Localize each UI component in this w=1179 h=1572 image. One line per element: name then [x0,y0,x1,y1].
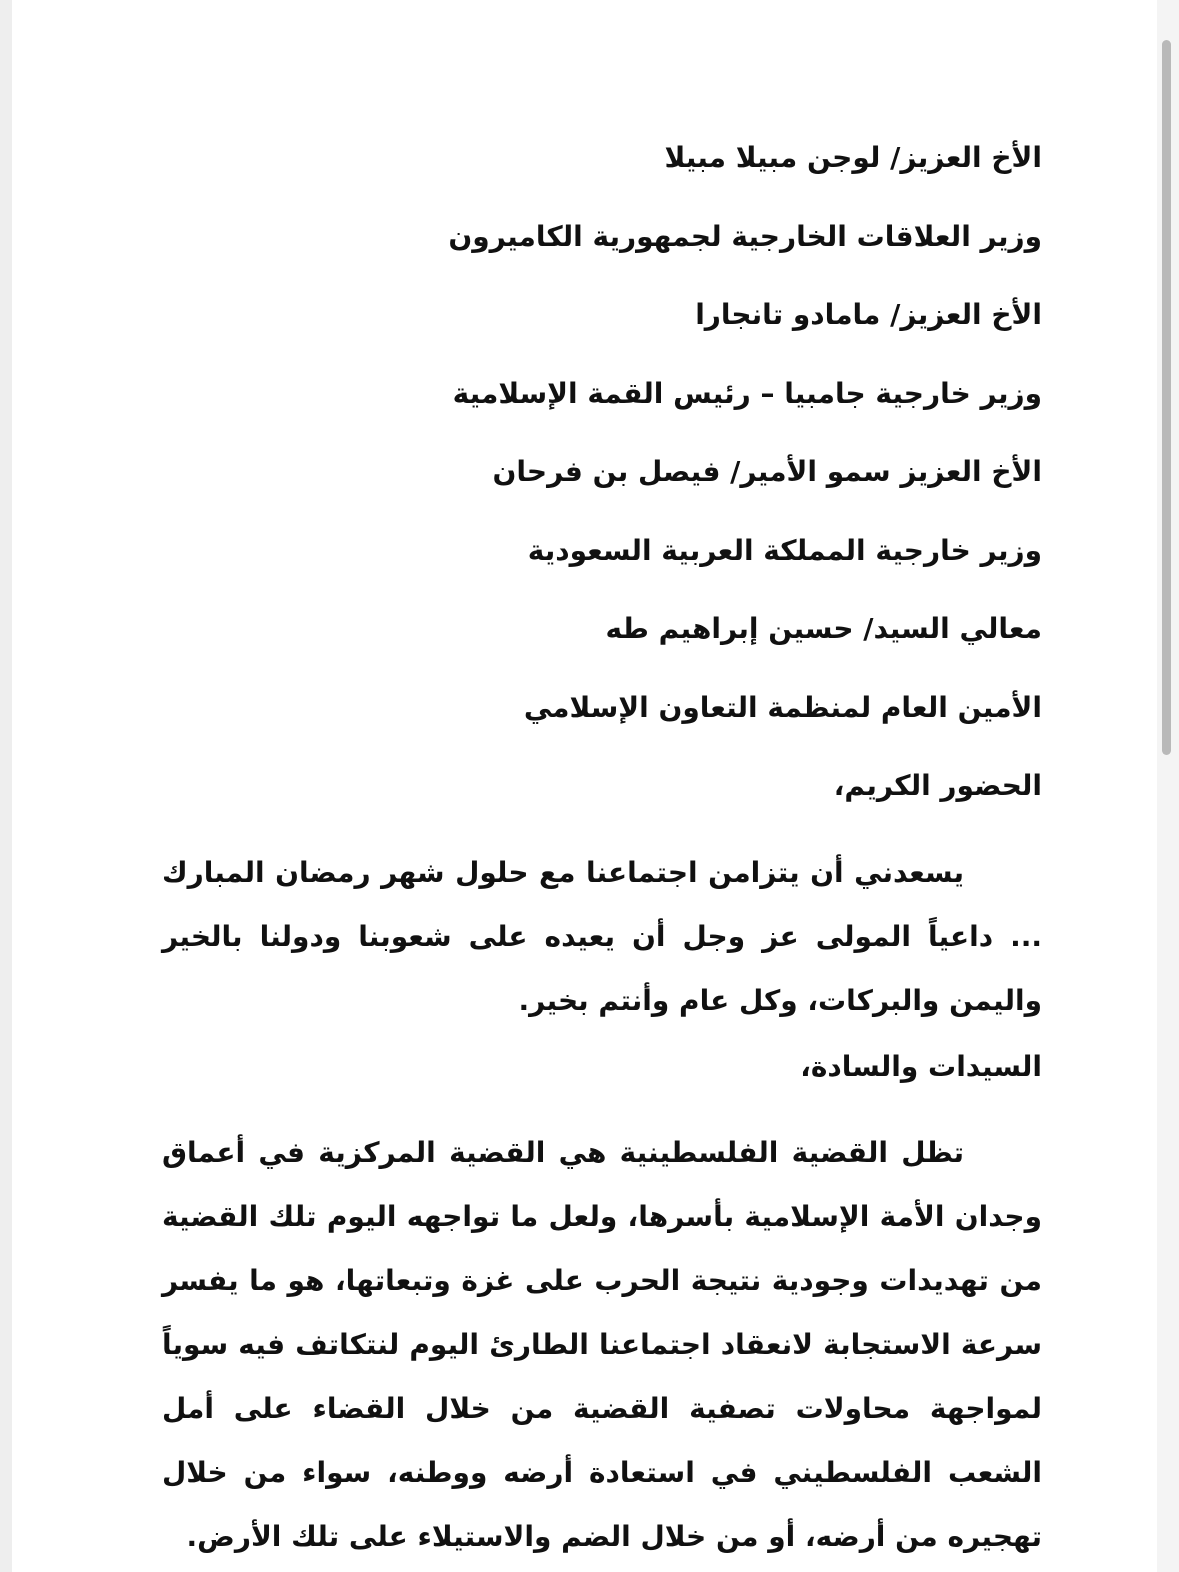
ladies-gentlemen-greeting: السيدات والسادة، [800,1049,1042,1083]
salutation-line: الأخ العزيز سمو الأمير/ فيصل بن فرحان [492,455,1042,488]
audience-greeting: الحضور الكريم، [833,769,1042,802]
salutation-line: الأخ العزيز/ مامادو تانجارا [695,298,1042,331]
salutation-line: وزير خارجية جامبيا – رئيس القمة الإسلامية [452,376,1042,410]
document-page [12,0,1157,1572]
scrollbar-thumb[interactable] [1162,40,1171,755]
salutation-line: معالي السيد/ حسين إبراهيم طه [605,612,1042,645]
salutation-line: الأخ العزيز/ لوجن مبيلا مبيلا [664,141,1042,174]
salutation-line: وزير خارجية المملكة العربية السعودية [527,533,1042,567]
paragraph-palestine [162,1121,1042,1569]
document-body [162,132,1042,1569]
paragraph-ramadan-text: يسعدني أن يتزامن اجتماعنا مع حلول شهر رمضان المبارك ... داعياً المولى عز وجل أن يعيده على شعوبنا ودولنا بالخير واليمن والبركات، وكل عام وأنتم بخير. [162,855,1042,1017]
paragraph-ramadan [162,841,1042,1033]
scrollbar-track[interactable] [1157,0,1179,1572]
paragraph-palestine-text: تظل القضية الفلسطينية هي القضية المركزية في أعماق وجدان الأمة الإسلامية بأسرها، ولعل ما تواجهه اليوم تلك القضية من تهديدات وجودية نتيجة الحرب على غزة وتبعاتها، هو ما يفسر سرعة الاستجابة لانعقاد اجتماعنا الطارئ اليوم لنتكاتف فيه سوياً لمواجهة محاولات تصفية القضية من خلال القضاء على أمل الشعب الفلسطيني في استعادة أرضه ووطنه، سواء من خلال تهجيره من أرضه، أو من خلال الضم والاستيلاء على تلك الأرض. [162,1136,1042,1553]
salutation-line: الأمين العام لمنظمة التعاون الإسلامي [523,690,1042,724]
salutation-line: وزير العلاقات الخارجية لجمهورية الكاميرون [448,219,1042,253]
